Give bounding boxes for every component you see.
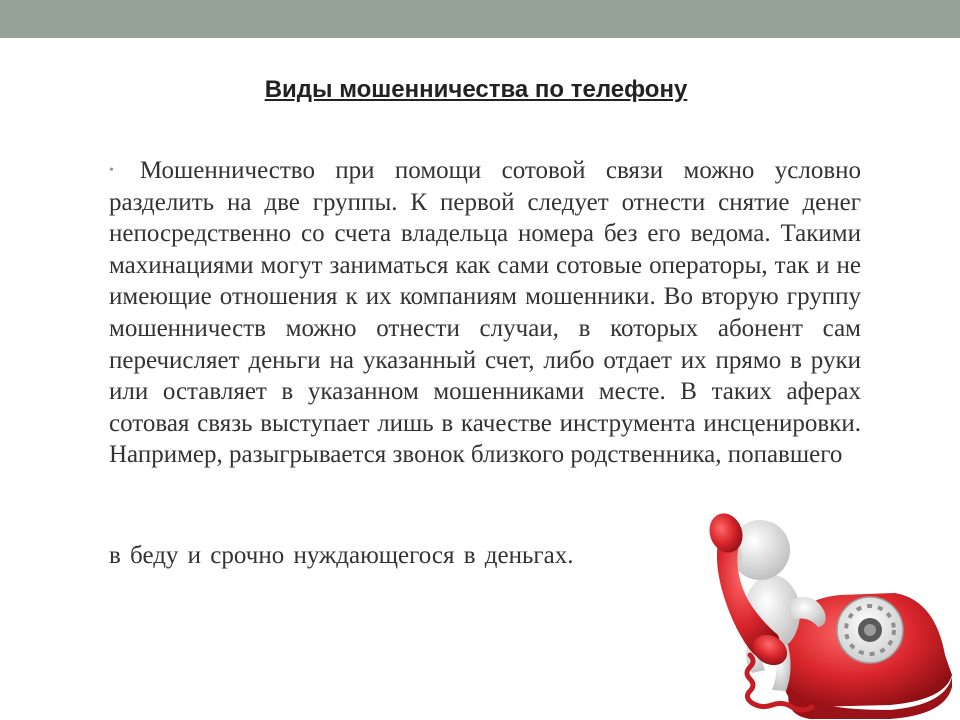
body-paragraph <box>109 155 861 471</box>
slide-title: Виды мошенничества по телефону <box>264 76 688 103</box>
top-accent-bar <box>0 0 960 38</box>
phone-figure-illustration <box>690 505 960 720</box>
body-last-line: в беду и срочно нуждающегося в деньгах. <box>109 542 574 569</box>
bullet-icon: • <box>109 163 114 178</box>
body-paragraph-text: Мошенничество при помощи сотовой связи можно условно разделить на две группы. К первой следует отнести снятие денег непосредственно со счета владельца номера без его ведома. Такими махинациями могут заниматься как сами сотовые операторы, так и не имеющие отношения к их компаниям мошенники. Во вторую группу мошенничеств можно отнести случаи, в которых абонент сам перечисляет деньги на указанный счет, либо отдает их прямо в руки или оставляет в указанном мошенниками месте. В таких аферах сотовая связь выступает лишь в качестве инструмента инсценировки. Например, разыгрывается звонок близкого родственника, попавшего <box>109 157 861 469</box>
